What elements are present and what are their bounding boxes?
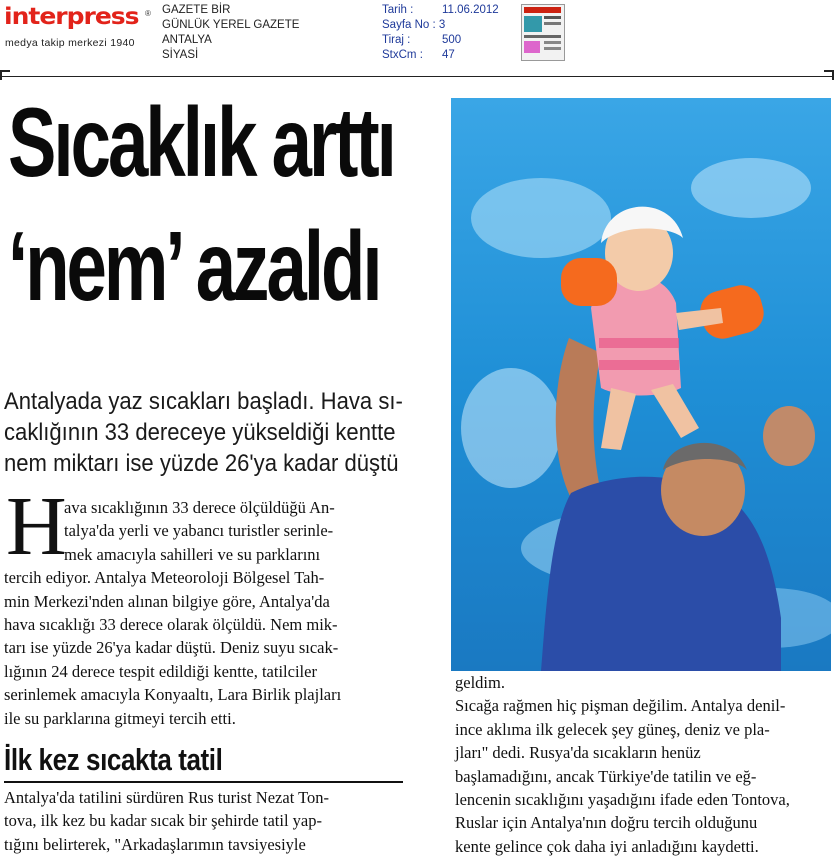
article-subheading: İlk kez sıcakta tatil [4, 742, 223, 777]
body-line: hava sıcaklığı 33 derece olarak ölçüldü. Nem mik- [4, 614, 338, 634]
publication-info [162, 3, 299, 63]
clipping-meta [382, 3, 522, 63]
body-line: tova, ilk kez bu kadar sıcak bir şehirde tatil yap- [4, 811, 322, 831]
body-line: tığını belirterek, "Arkadaşlarımın tavsiyesiyle [4, 834, 306, 854]
article-headline [8, 80, 467, 328]
body-line: Antalya'da tatilini sürdüren Rus turist Nezat Ton- [4, 788, 330, 807]
pool-photo [451, 98, 831, 671]
body-line: ile su parklarına gitmeyi tercih etti. [4, 708, 236, 728]
meta-label: StxCm : [382, 49, 423, 61]
meta-value: 47 [442, 49, 455, 61]
body-line: geldim. [455, 673, 505, 692]
publication-city: ANTALYA [162, 34, 212, 46]
logo-registered-mark: ® [145, 9, 151, 18]
meta-label: Tiraj : [382, 34, 411, 46]
subheading-rule [4, 781, 403, 783]
meta-page [382, 18, 522, 33]
body-line: mek amacıyla sahilleri ve su parklarını [64, 544, 321, 564]
page-thumbnail-icon[interactable] [521, 4, 565, 61]
body-line: talya'da yerli ve yabancı turistler serinle- [64, 521, 334, 541]
headline-line-2: ‘nem’ azaldı [8, 211, 380, 321]
body-line: kente gelince çok daha iyi anladığını kaydetti. [455, 836, 759, 856]
meta-date [382, 3, 522, 18]
body-line: tarı ise yüzde 26'ya kadar düştü. Deniz suyu sıcak- [4, 638, 339, 658]
body-line: lığının 24 derece tespit edildiği kentte, tatilciler [4, 661, 317, 681]
meta-stxcm [382, 48, 522, 63]
body-line: Sıcağa rağmen hiç pişman değilim. Antalya denil- [455, 696, 786, 716]
deck-line: nem miktarı ise yüzde 26'ya kadar düştü [4, 450, 399, 477]
body-line: ava sıcaklığının 33 derece ölçüldüğü An- [64, 498, 335, 517]
body-line: lencenin sıcaklığını yaşadığını ifade eden Tontova, [455, 790, 790, 810]
clip-corner-right [824, 70, 834, 80]
body-column-1-continued [4, 786, 329, 856]
logo-tagline: medya takip merkezi 1940 [5, 37, 135, 49]
meta-circulation [382, 33, 522, 48]
body-column-1 [4, 496, 341, 730]
body-line: ince aklıma ilk gelecek şey güneş, deniz ve pla- [455, 719, 770, 739]
body-line: Ruslar için Antalya'nın doğru tercih olduğunu [455, 813, 758, 833]
clip-corner-left [0, 70, 10, 80]
meta-value: 500 [442, 34, 462, 46]
article-deck [4, 386, 409, 479]
deck-line: caklığının 33 dereceye yükseldiği kentte [4, 419, 396, 446]
interpress-logo [4, 4, 152, 52]
body-line: başlamadığını, ancak Türkiye'de tatilin ve eğ- [455, 766, 757, 786]
logo-wordmark: interpress [4, 3, 139, 30]
publication-type: GÜNLÜK YEREL GAZETE [162, 19, 300, 31]
body-line: jları" dedi. Rusya'da sıcakların henüz [455, 743, 701, 763]
publication-name: GAZETE BİR [162, 4, 231, 16]
body-column-2 [455, 671, 790, 858]
body-line: serinlemek amacıyla Konyaaltı, Lara Birlik plajları [4, 685, 342, 705]
publication-category: SİYASİ [162, 49, 199, 61]
meta-value: 11.06.2012 [442, 4, 499, 16]
clip-cut-line [0, 76, 834, 77]
meta-label: Tarih : [382, 4, 414, 16]
body-line: tercih ediyor. Antalya Meteoroloji Bölgesel Tah- [4, 568, 325, 588]
headline-line-1: Sıcaklık arttı [8, 87, 394, 197]
meta-label: Sayfa No : 3 [382, 19, 446, 31]
deck-line: Antalyada yaz sıcakları başladı. Hava sı- [4, 388, 403, 415]
drop-cap: H [6, 480, 67, 573]
body-line: min Merkezi'nden alınan bilgiye göre, Antalya'da [4, 591, 330, 611]
